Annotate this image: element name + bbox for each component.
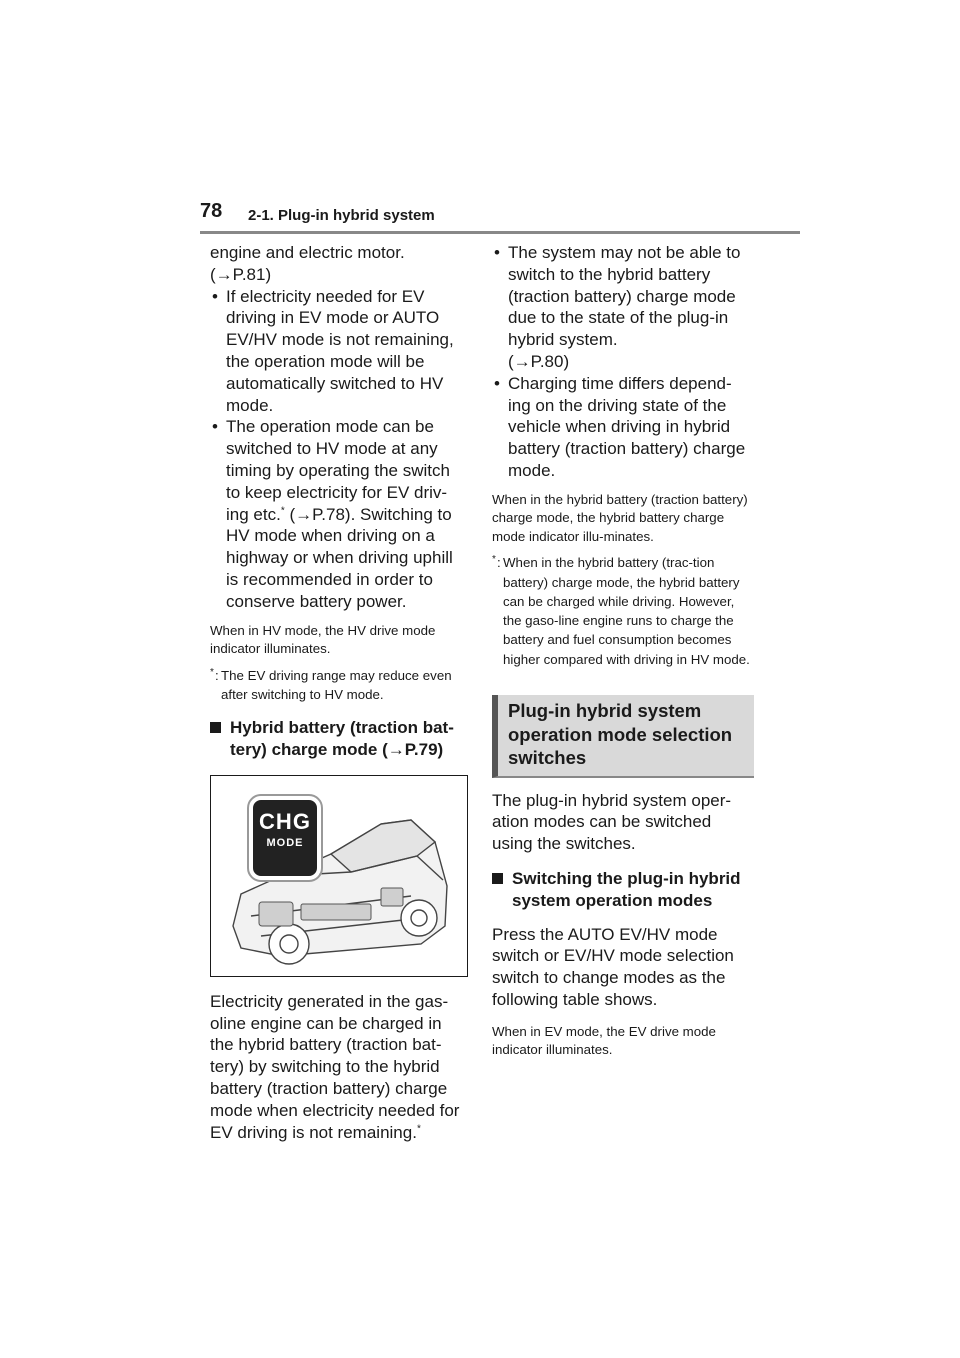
footnote: * : The EV driving range may reduce even after switching to HV mode. (210, 666, 452, 702)
intro-paragraph: engine and electric motor. (→P.81) (210, 243, 405, 284)
section-title: 2-1. Plug-in hybrid system (248, 207, 435, 224)
subheading-switching-modes: Switching the plug-in hybrid system operation modes (492, 868, 750, 912)
page-number: 78 (200, 200, 223, 222)
info-text: When in the hybrid battery (traction battery) charge mode, the hybrid battery charge mode indicator illu-minates. (492, 491, 748, 544)
section-heading-box: Plug-in hybrid system operation mode selection switches (492, 695, 754, 778)
paragraph: The plug-in hybrid system oper-ation modes can be switched using the switches. (492, 790, 732, 854)
right-column (492, 242, 750, 1060)
page-ref[interactable]: P.81 (232, 264, 266, 284)
left-column (210, 242, 468, 1143)
square-bullet-icon (210, 722, 221, 733)
arrow-right-icon: → (215, 264, 233, 284)
list-item: • Charging time differs depend-ing on the driving state of the vehicle when driving in hybrid battery (traction battery) charge mode. (492, 373, 750, 482)
info-text: When in HV mode, the HV drive mode indicator illuminates. (210, 622, 436, 657)
chg-mode-button-icon: CHG MODE (249, 796, 321, 880)
list-item: • If electricity needed for EV driving in EV mode or AUTO EV/HV mode is not remaining, the operation mode will be automatically switched to HV mode. (210, 286, 468, 417)
page-ref[interactable]: P.79 (404, 739, 438, 759)
arrow-right-icon: → (387, 739, 405, 759)
arrow-right-icon: → (295, 504, 313, 524)
footnote: * : When in the hybrid battery (trac-tion battery) charge mode, the hybrid battery can be charged while driving. However, the gaso-line engine runs to charge the battery and fuel consumption becomes higher compared with driving in HV mode. (492, 554, 750, 667)
list-item: • The operation mode can be switched to HV mode at any timing by operating the switch to keep electricity for EV driv-ing etc.* (→P.78). Switching to HV mode when driving on a highway or when driving uphill is recommended in order to conserve battery power. (210, 416, 468, 612)
paragraph: Electricity generated in the gas-oline engine can be charged in the hybrid battery (traction bat-tery) by switching to the hybrid battery (traction battery) charge mode when electricity needed for EV driving is not remaining.* (210, 991, 460, 1142)
paragraph: Press the AUTO EV/HV mode switch or EV/HV mode selection switch to change modes as the following table shows. (492, 924, 734, 1009)
footnote-mark: * (416, 1122, 421, 1134)
page-header (0, 0, 960, 240)
page-ref[interactable]: P.78 (312, 504, 345, 524)
square-bullet-icon (492, 873, 503, 884)
bullet-list (492, 242, 750, 482)
list-item: • The system may not be able to switch to the hybrid battery (traction battery) charge mode due to the state of the plug-in hybrid system. (→P.80) (492, 242, 750, 373)
vehicle-illustration (210, 775, 468, 977)
info-text: When in EV mode, the EV drive mode indicator illuminates. (492, 1023, 716, 1058)
arrow-right-icon: → (513, 351, 531, 371)
header-divider (200, 231, 800, 234)
page-ref[interactable]: P.80 (530, 351, 564, 371)
footnote-mark: * (280, 504, 285, 516)
subheading-charge-mode: Hybrid battery (traction bat-tery) charge mode (→P.79) (210, 717, 468, 761)
bullet-list (210, 286, 468, 613)
